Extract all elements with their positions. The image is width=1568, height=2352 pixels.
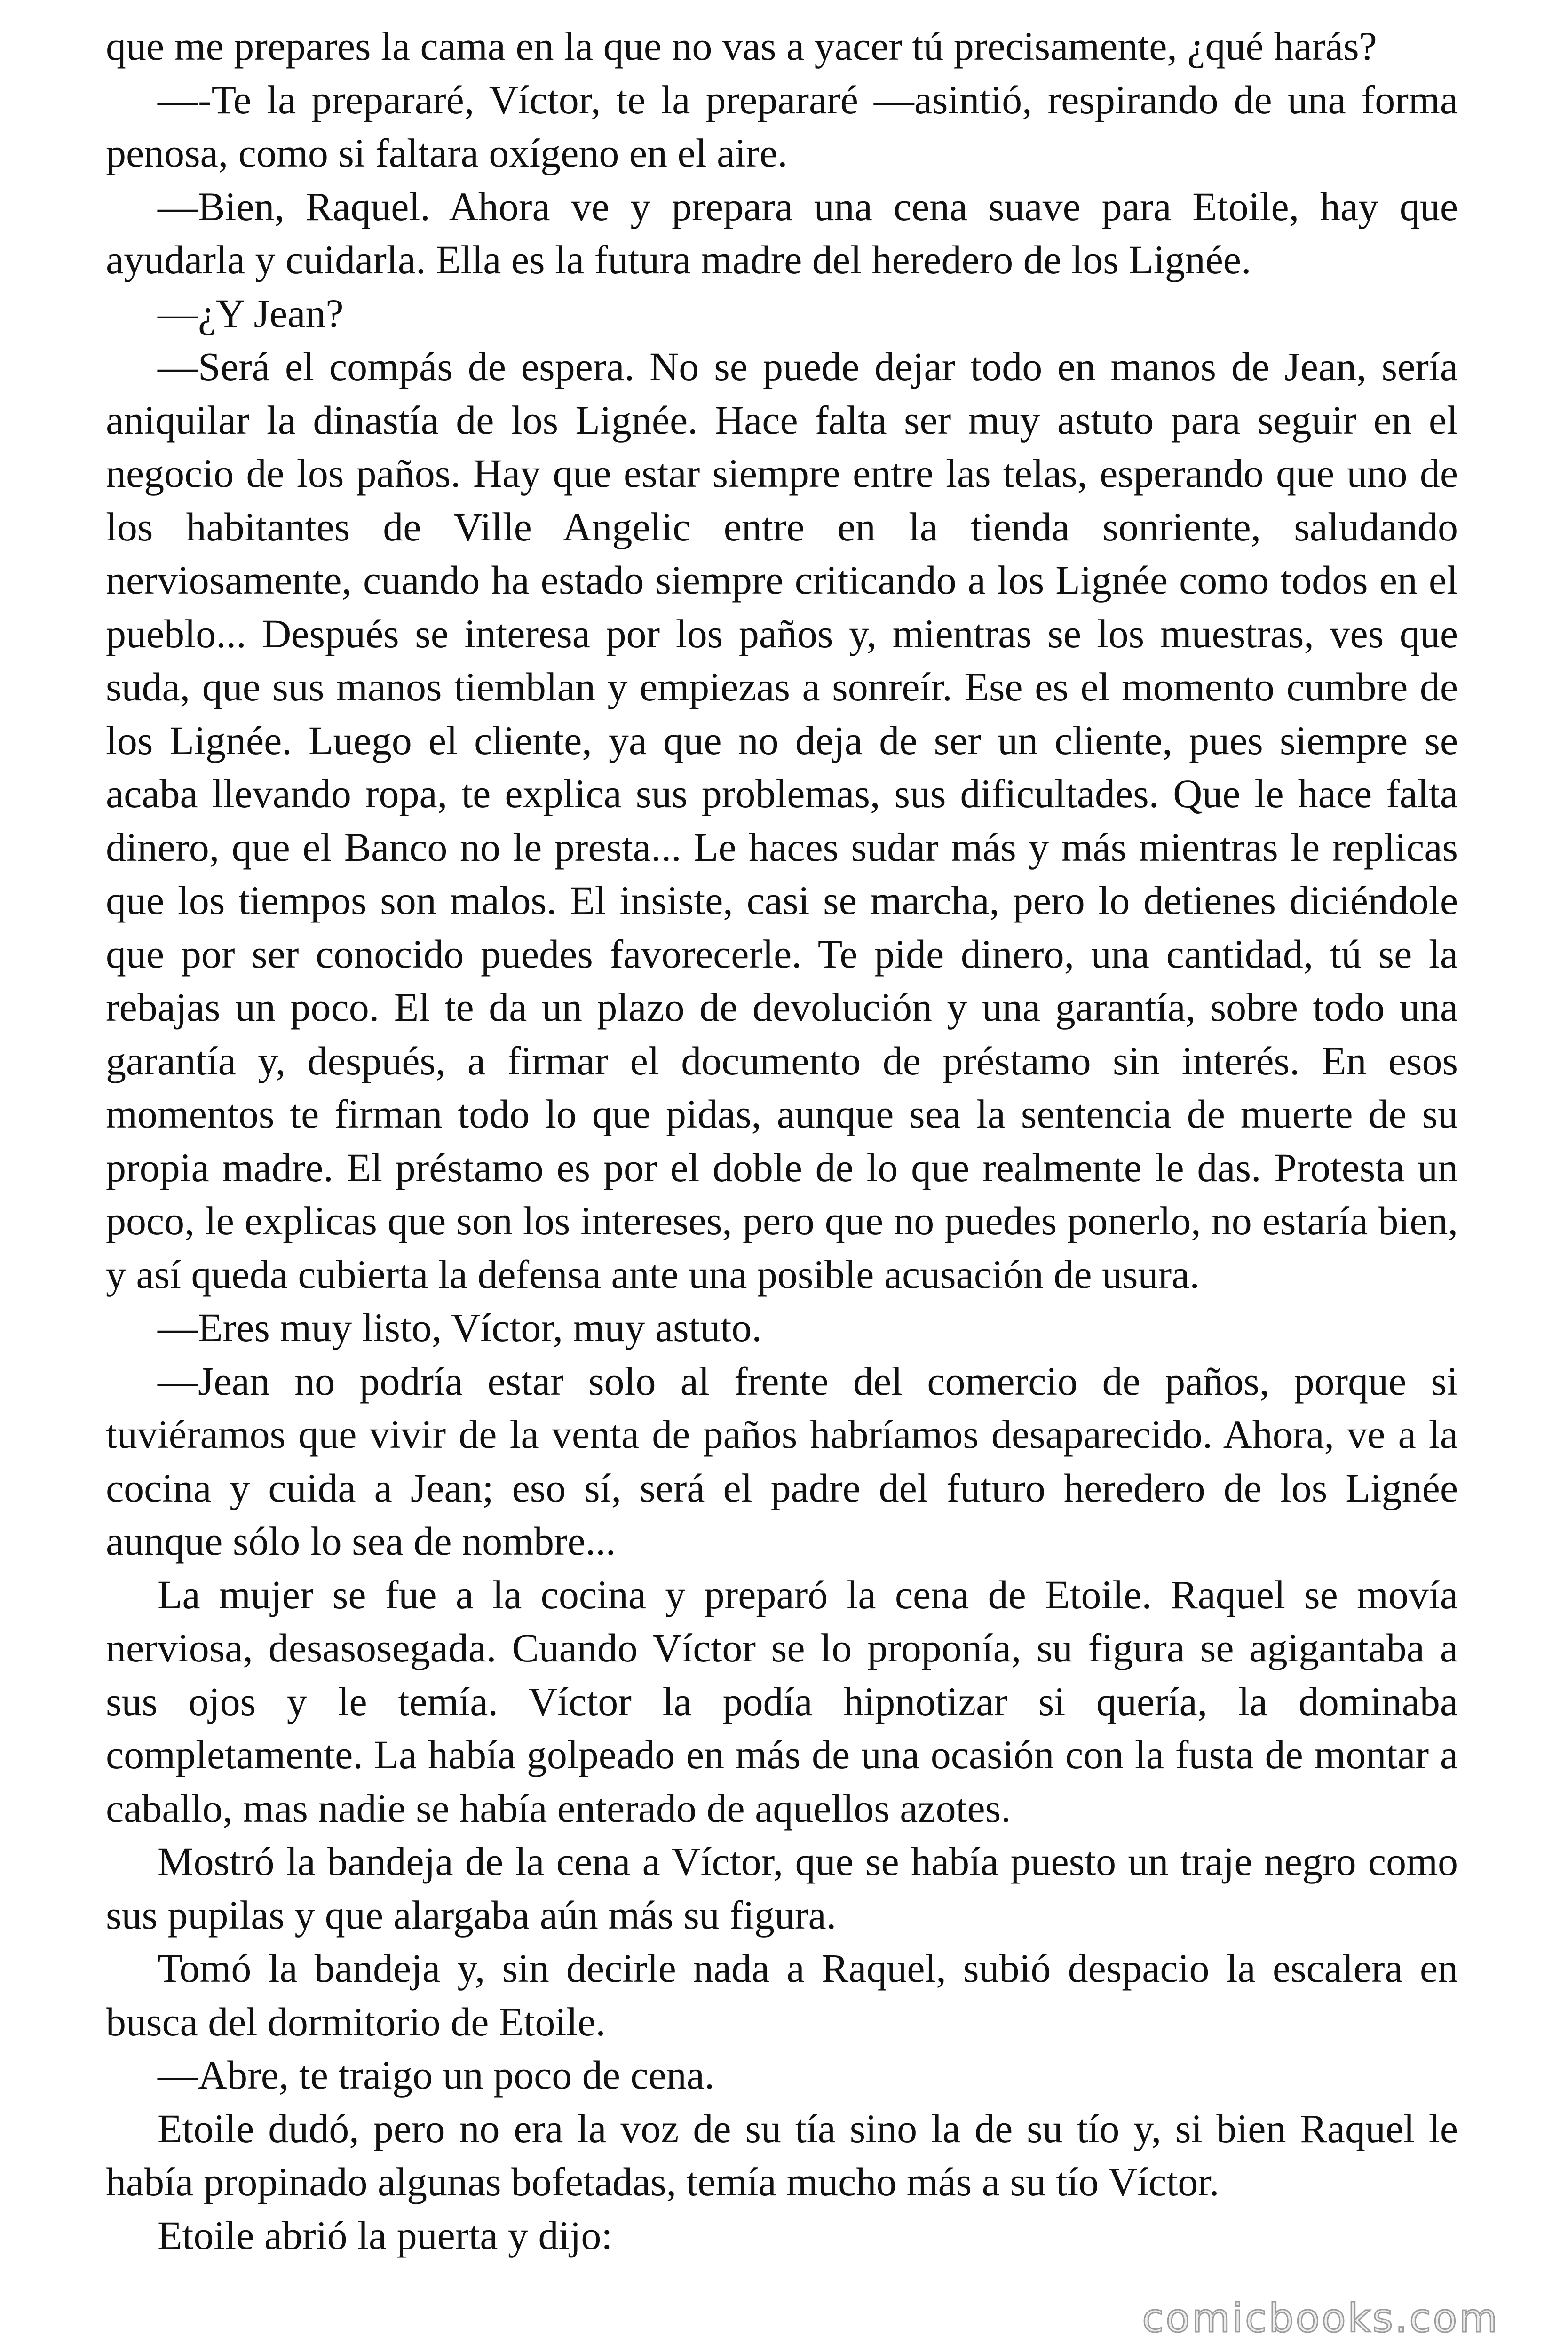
paragraph-4: —¿Y Jean? (158, 290, 344, 336)
paragraph-1: que me prepares la cama en la que no vas a yacer tú precisamente, ¿qué harás? (106, 24, 1377, 69)
paragraph-11: —Abre, te traigo un poco de cena. (158, 2052, 715, 2098)
watermark: comicbooks.com (1142, 2295, 1499, 2341)
paragraph-12: Etoile dudó, pero no era la voz de su tía sino la de su tío y, si bien Raquel le había propinado algunas bofetadas, temía mucho más a su tío Víctor. (106, 2106, 1458, 2204)
paragraph-8: La mujer se fue a la cocina y preparó la cena de Etoile. Raquel se movía nerviosa, desasosegada. Cuando Víctor se lo proponía, su figura se agigantaba a sus ojos y le temía. Víctor la podía hipnotizar si quería, la dominaba completamente. La había golpeado en más de una ocasión con la fusta de montar a caballo, mas nadie se había enterado de aquellos azotes. (106, 1572, 1458, 1831)
paragraph-3: —Bien, Raquel. Ahora ve y prepara una cena suave para Etoile, hay que ayudarla y cuidarla. Ella es la futura madre del heredero de los Lignée. (106, 183, 1458, 282)
paragraph-5: —Será el compás de espera. No se puede dejar todo en manos de Jean, sería aniquilar la dinastía de los Lignée. Hace falta ser muy astuto para seguir en el negocio de los paños. Hay que estar siempre entre las telas, esperando que uno de los habitantes de Ville Angelic entre en la tienda sonriente, saludando nerviosamente, cuando ha estado siempre criticando a los Lignée como todos en el pueblo... Después se interesa por los paños y, mientras se los muestras, ves que suda, que sus manos tiemblan y empiezas a sonreír. Ese es el momento cumbre de los Lignée. Luego el cliente, ya que no deja de ser un cliente, pues siempre se acaba llevando ropa, te explica sus problemas, sus dificultades. Que le hace falta dinero, que el Banco no le presta... Le haces sudar más y más mientras le replicas que los tiempos son malos. El insiste, casi se marcha, pero lo detienes diciéndole que por ser conocido puedes favorecerle. Te pide dinero, una cantidad, tú se la rebajas un poco. El te da un plazo de devolución y una garantía, sobre todo una garantía y, después, a firmar el documento de préstamo sin interés. En esos momentos te firman todo lo que pidas, aunque sea la sentencia de muerte de su propia madre. El préstamo es por el doble de lo que realmente le das. Protesta un poco, le explicas que son los intereses, pero que no puedes ponerlo, no estaría bien, y así queda cubierta la defensa ante una posible acusación de usura. (106, 344, 1458, 1297)
paragraph-7: —Jean no podría estar solo al frente del comercio de paños, porque si tuviéramos que vivir de la venta de paños habríamos desaparecido. Ahora, ve a la cocina y cuida a Jean; eso sí, será el padre del futuro heredero de los Lignée aunque sólo lo sea de nombre... (106, 1358, 1458, 1564)
paragraph-10: Tomó la bandeja y, sin decirle nada a Raquel, subió despacio la escalera en busca del dormitorio de Etoile. (106, 1946, 1458, 2044)
paragraph-9: Mostró la bandeja de la cena a Víctor, que se había puesto un traje negro como sus pupilas y que alargaba aún más su figura. (106, 1839, 1458, 1938)
body-text (106, 20, 1458, 2262)
paragraph-2: —-Te la prepararé, Víctor, te la prepararé —asintió, respirando de una forma penosa, como si faltara oxígeno en el aire. (106, 77, 1458, 175)
paragraph-13: Etoile abrió la puerta y dijo: (158, 2212, 613, 2258)
paragraph-6: —Eres muy listo, Víctor, muy astuto. (158, 1305, 762, 1350)
